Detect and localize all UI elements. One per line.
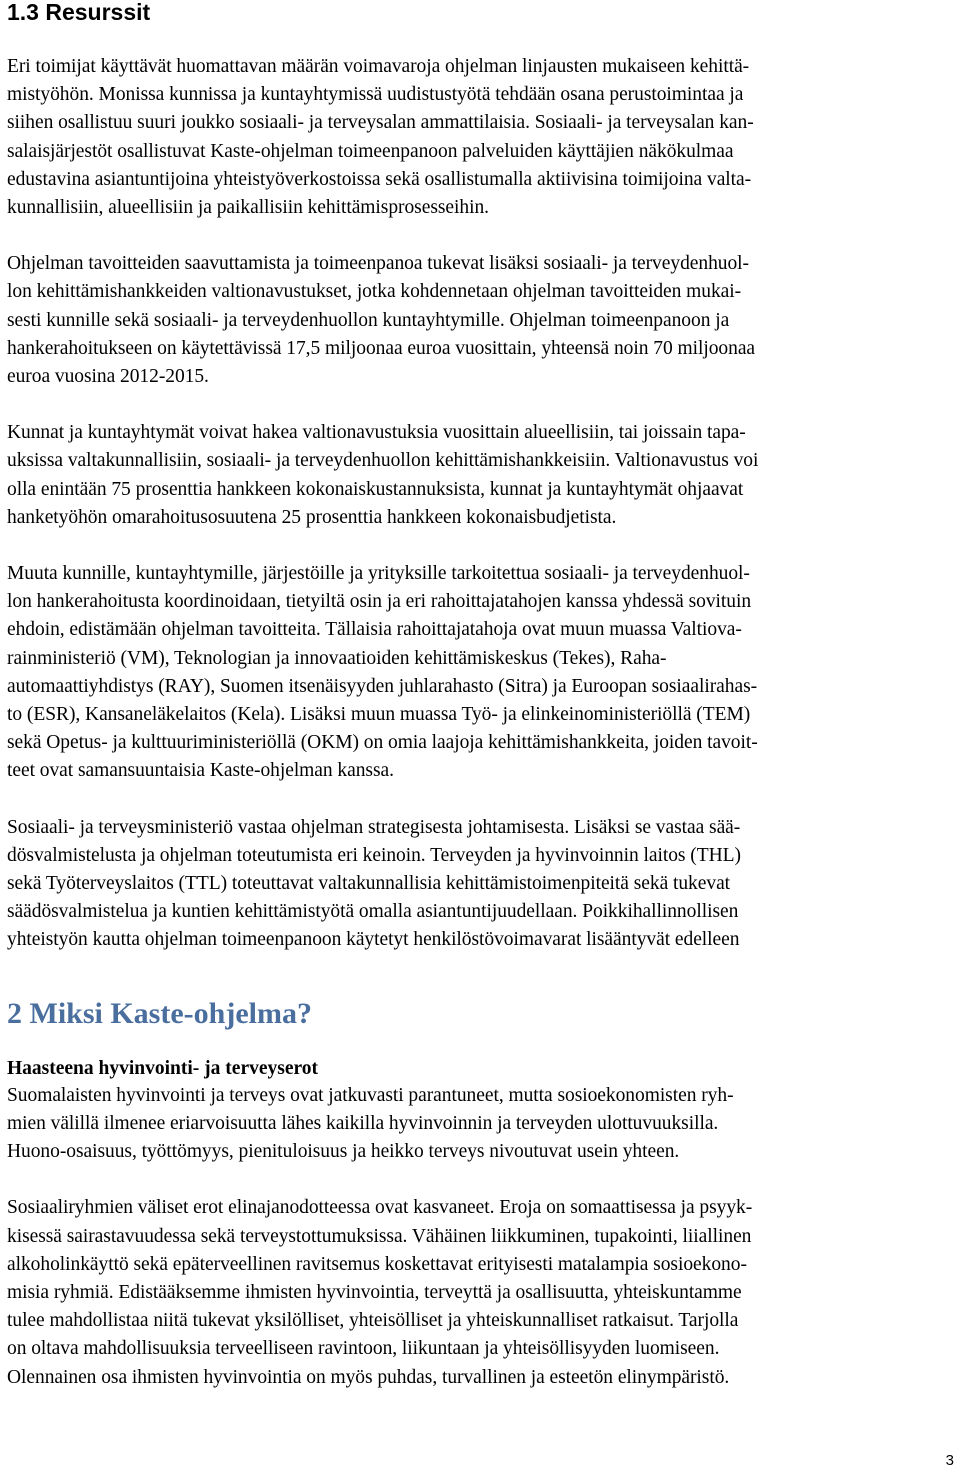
text-line: kisessä sairastavuudessa sekä terveystottumuksissa. Vähäinen liikkuminen, tupakointi, liiallinen: [7, 1225, 752, 1247]
text-line: Huono-osaisuus, työttömyys, pienituloisuus ja heikko terveys nivoutuvat usein yhteen.: [7, 1141, 680, 1163]
text-line: alkoholinkäyttö sekä epäterveellinen ravitsemus koskettavat erityisesti matalampia sosioekono-: [7, 1253, 747, 1275]
chapter-paragraph-1: [7, 1082, 953, 1167]
text-line: Ohjelman tavoitteiden saavuttamista ja toimeenpanoa tukevat lisäksi sosiaali- ja terveydenhuol-: [7, 253, 749, 275]
text-line: salaisjärjestöt osallistuvat Kaste-ohjelman toimeenpanoon palveluiden käyttäjien näkökulmaa: [7, 140, 734, 162]
text-line: yhteistyön kautta ohjelman toimeenpanoon käytetyt henkilöstövoimavarat lisääntyvät edelleen: [7, 929, 740, 951]
text-line: tulee mahdollistaa niitä tukevat yksilölliset, yhteisölliset ja yhteiskunnalliset ratkaisut. Tarjolla: [7, 1310, 739, 1332]
text-line: teet ovat samansuuntaisia Kaste-ohjelman kanssa.: [7, 760, 394, 782]
text-line: sekä Opetus- ja kulttuuriministeriöllä (OKM) on omia laajoja kehittämishankkeita, joiden tavoit-: [7, 732, 758, 754]
page-number: 3: [945, 1452, 954, 1469]
text-line: automaattiyhdistys (RAY), Suomen itsenäisyyden juhlarahasto (Sitra) ja Euroopan sosiaalirahas-: [7, 675, 758, 697]
text-line: Eri toimijat käyttävät huomattavan määrän voimavaroja ohjelman linjausten mukaiseen kehittä-: [7, 56, 750, 77]
text-line: säädösvalmistelua ja kuntien kehittämistyötä omalla asiantuntijuudellaan. Poikkihallinnollisen: [7, 901, 739, 923]
text-line: olla enintään 75 prosenttia hankkeen kokonaiskustannuksista, kunnat ja kuntayhtymät ohjaavat: [7, 478, 744, 500]
document-page: [7, 0, 953, 1392]
text-line: siihen osallistuu suuri joukko sosiaali- ja terveysalan ammattilaisia. Sosiaali- ja terveysalan kan-: [7, 112, 754, 134]
chapter-heading: 2 Miksi Kaste-ohjelma?: [7, 996, 312, 1030]
text-line: misia ryhmiä. Edistääksemme ihmisten hyvinvointia, terveyttä ja osallisuutta, yhteiskuntamme: [7, 1281, 742, 1303]
text-line: edustavina asiantuntijoina yhteistyöverkostoissa sekä osallistumalla aktiivisina toimijoina valta-: [7, 168, 752, 190]
text-line: Suomalaisten hyvinvointi ja terveys ovat jatkuvasti parantuneet, mutta sosioekonomisten ryh-: [7, 1084, 734, 1106]
text-line: sekä Työterveyslaitos (TTL) toteuttavat valtakunnallisia kehittämistoimenpiteitä sekä tukevat: [7, 873, 731, 895]
section-paragraph-1: [7, 53, 953, 222]
text-line: mistyöhön. Monissa kunnissa ja kuntayhtymissä uudistustyötä tehdään osana perustoimintaa ja: [7, 84, 744, 106]
section-paragraph-2: [7, 250, 953, 391]
text-line: euroa vuosina 2012-2015.: [7, 366, 209, 388]
text-line: Muuta kunnille, kuntayhtymille, järjestöille ja yrityksille tarkoitettua sosiaali- ja terveydenhuol-: [7, 563, 750, 585]
text-line: hankerahoitukseen on käytettävissä 17,5 miljoonaa euroa vuosittain, yhteensä noin 70 miljoonaa: [7, 337, 756, 359]
text-line: kunnallisiin, alueellisiin ja paikallisiin kehittämisprosesseihin.: [7, 197, 489, 219]
text-line: Kunnat ja kuntayhtymät voivat hakea valtionavustuksia vuosittain alueellisiin, tai joissain tapa-: [7, 422, 746, 444]
text-line: sesti kunnille sekä sosiaali- ja terveydenhuollon kuntayhtymille. Ohjelman toimeenpanoon ja: [7, 309, 730, 331]
text-line: hanketyöhön omarahoitusosuutena 25 prosenttia hankkeen kokonaisbudjetista.: [7, 506, 617, 528]
text-line: Sosiaaliryhmien väliset erot elinajanodotteessa ovat kasvaneet. Eroja on somaattisessa ja psyyk-: [7, 1197, 753, 1219]
chapter-paragraph-2: [7, 1194, 953, 1391]
section-heading: 1.3 Resurssit: [7, 0, 151, 25]
section-paragraph-5: [7, 814, 953, 955]
sub-heading: Haasteena hyvinvointi- ja terveyserot: [7, 1057, 319, 1079]
text-line: rainministeriö (VM), Teknologian ja innovaatioiden kehittämiskeskus (Tekes), Raha-: [7, 647, 667, 669]
text-line: Olennainen osa ihmisten hyvinvointia on myös puhdas, turvallinen ja esteetön elinympäristö.: [7, 1366, 730, 1388]
text-line: ehdoin, edistämään ohjelman tavoitteita. Tällaisia rahoittajatahoja ovat muun muassa Valtiova-: [7, 619, 742, 641]
text-line: mien välillä ilmenee eriarvoisuutta lähes kaikilla hyvinvoinnin ja terveyden ulottuvuuksilla.: [7, 1112, 719, 1134]
text-line: on oltava mahdollisuuksia terveelliseen ravintoon, liikuntaan ja yhteisöllisyyden luomiseen.: [7, 1338, 720, 1360]
text-line: uksissa valtakunnallisiin, sosiaali- ja terveydenhuollon kehittämishankkeisiin. Valtionavustus voi: [7, 450, 759, 472]
text-line: lon hankerahoitusta koordinoidaan, tietyiltä osin ja eri rahoittajatahojen kanssa yhdessä sovituin: [7, 591, 752, 613]
text-line: to (ESR), Kansaneläkelaitos (Kela). Lisäksi muun muassa Työ- ja elinkeinoministeriöllä (TEM): [7, 704, 751, 726]
section-paragraph-4: [7, 560, 953, 786]
text-line: dösvalmistelusta ja ohjelman toteutumista eri keinoin. Terveyden ja hyvinvoinnin laitos (THL): [7, 844, 741, 866]
text-line: lon kehittämishankkeiden valtionavustukset, jotka kohdennetaan ohjelman tavoitteiden mukai-: [7, 281, 742, 303]
section-paragraph-3: [7, 419, 953, 532]
text-line: Sosiaali- ja terveysministeriö vastaa ohjelman strategisesta johtamisesta. Lisäksi se vastaa sää-: [7, 816, 741, 838]
